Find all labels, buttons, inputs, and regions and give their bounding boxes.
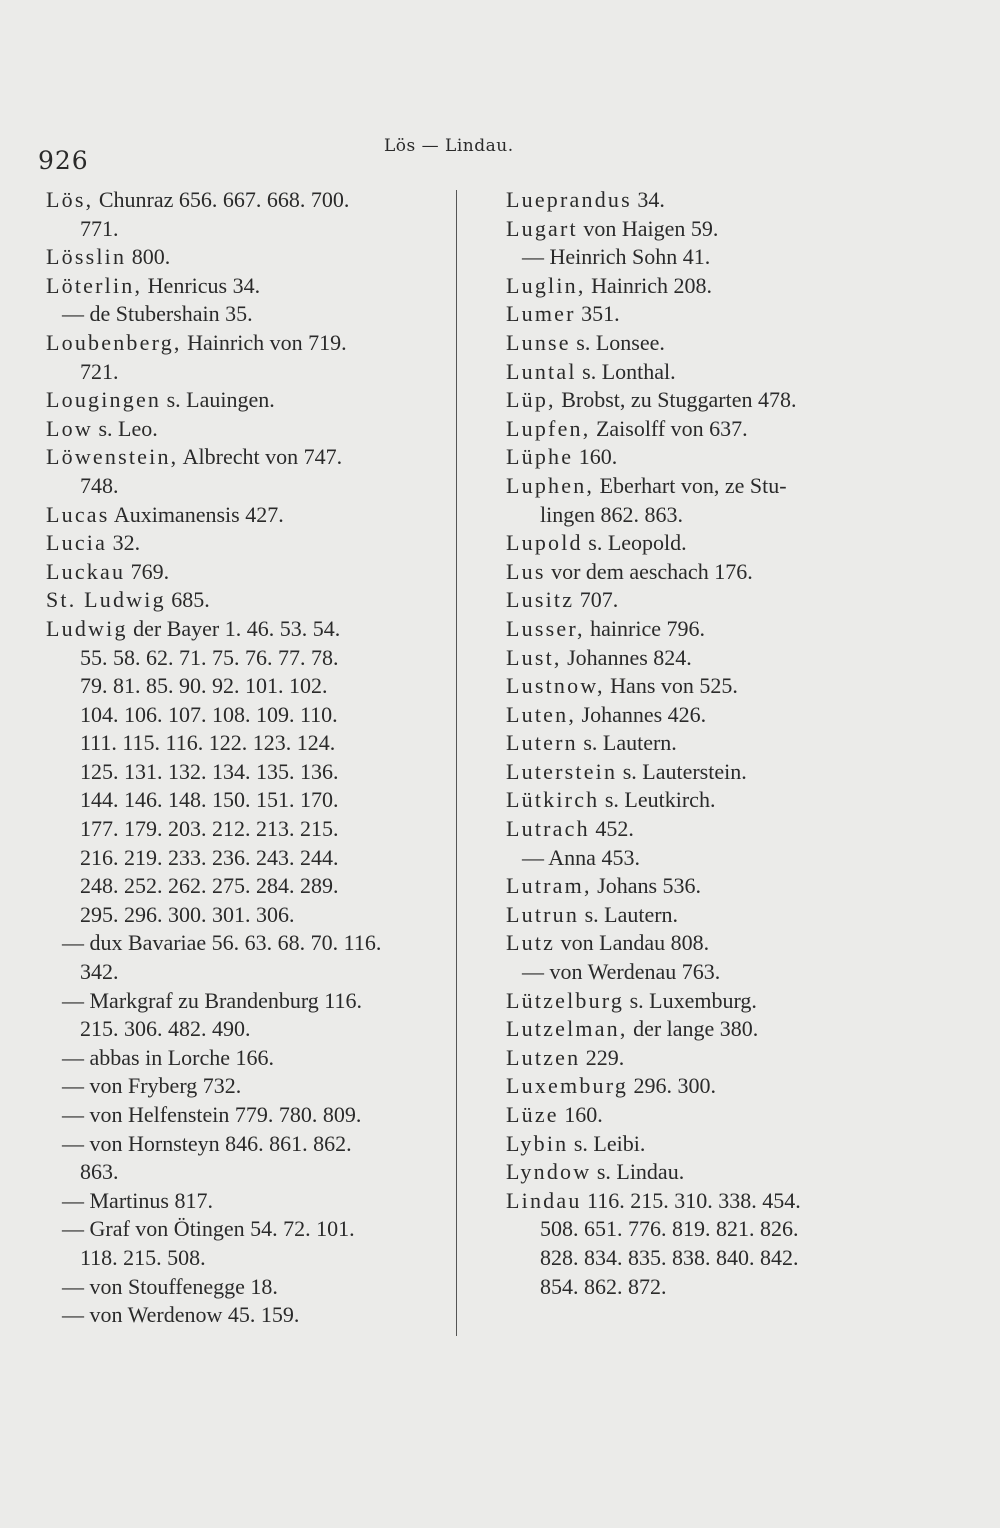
entry-headword: Lutzen	[506, 1044, 581, 1070]
index-entry	[506, 615, 906, 644]
entry-headword: Loubenberg,	[46, 329, 182, 355]
index-entry	[506, 1158, 906, 1187]
entry-headword: Lybin	[506, 1130, 569, 1156]
index-entry	[506, 1015, 906, 1044]
entry-headword: Lus	[506, 558, 546, 584]
entry-continuation: 342.	[80, 959, 119, 985]
index-entry	[46, 415, 446, 444]
entry-references: s. Leo.	[92, 415, 158, 441]
index-entry	[506, 415, 906, 444]
entry-references: Johannes 824.	[561, 644, 692, 670]
index-column-right	[506, 186, 906, 1301]
index-entry	[46, 186, 446, 215]
entry-references: 116. 215. 310. 338. 454.	[581, 1187, 801, 1213]
index-entry	[506, 758, 906, 787]
entry-headword: Lützelburg	[506, 987, 625, 1013]
entry-references: s. Luxemburg.	[624, 987, 757, 1013]
entry-continuation: 216. 219. 233. 236. 243. 244.	[80, 844, 339, 870]
entry-continuation: lingen 862. 863.	[540, 501, 683, 527]
entry-references: 769.	[125, 558, 170, 584]
index-entry	[46, 529, 446, 558]
entry-headword: Lütkirch	[506, 787, 600, 813]
entry-continuation: 215. 306. 482. 490.	[80, 1016, 251, 1042]
entry-references: Johannes 426.	[576, 701, 707, 727]
entry-headword: Lutern	[506, 730, 578, 756]
entry-references: der lange 380.	[627, 1016, 759, 1042]
index-entry	[506, 1072, 906, 1101]
entry-references: 707.	[574, 587, 619, 613]
index-column-left	[46, 186, 446, 1330]
index-entry	[506, 1044, 906, 1073]
index-entry	[506, 672, 906, 701]
index-entry	[506, 929, 906, 958]
entry-headword: St. Ludwig	[46, 587, 166, 613]
index-entry	[506, 815, 906, 844]
entry-references: s. Leutkirch.	[599, 787, 716, 813]
entry-headword: Luphen,	[506, 472, 595, 498]
index-entry	[506, 1101, 906, 1130]
entry-headword: Lutz	[506, 930, 556, 956]
entry-headword: Ludwig	[46, 615, 128, 641]
entry-continuation: 721.	[80, 358, 119, 384]
index-entry	[506, 386, 906, 415]
entry-references: 229.	[580, 1044, 625, 1070]
index-entry	[506, 644, 906, 673]
entry-references: s. Lindau.	[591, 1159, 685, 1185]
entry-headword: Low	[46, 415, 93, 441]
entry-headword: Lyndow	[506, 1159, 592, 1185]
entry-continuation: 508. 651. 776. 819. 821. 826.	[540, 1216, 799, 1242]
entry-headword: Lutrun	[506, 901, 580, 927]
entry-headword: Lüphe	[506, 444, 574, 470]
entry-headword: Lindau	[506, 1187, 582, 1213]
index-entry	[46, 329, 446, 358]
entry-headword: Lutzelman,	[506, 1016, 628, 1042]
entry-references: 351.	[575, 301, 620, 327]
index-subentry: — von Helfenstein 779. 780. 809.	[62, 1102, 362, 1127]
entry-headword: Luglin,	[506, 272, 586, 298]
index-entry	[46, 586, 446, 615]
index-subentry: — Graf von Ötingen 54. 72. 101.	[62, 1216, 355, 1242]
index-entry	[506, 215, 906, 244]
entry-headword: Lucia	[46, 530, 108, 556]
index-subentry: — abbas in Lorche 166.	[62, 1044, 274, 1070]
entry-headword: Lougingen	[46, 387, 162, 413]
index-entry	[506, 987, 906, 1016]
entry-references: s. Lauingen.	[161, 387, 275, 413]
entry-references: 160.	[558, 1102, 603, 1127]
index-entry	[506, 443, 906, 472]
entry-references: Henricus 34.	[142, 272, 261, 298]
index-entry	[506, 300, 906, 329]
entry-references: vor dem aeschach 176.	[545, 558, 753, 584]
index-entry	[506, 872, 906, 901]
entry-headword: Lust,	[506, 644, 562, 670]
entry-references: Zaisolff von 637.	[590, 415, 748, 441]
entry-headword: Lusser,	[506, 615, 585, 641]
entry-references: 685.	[165, 587, 210, 613]
entry-references: Johans 536.	[591, 873, 702, 899]
running-head: Lös — Lindau.	[384, 136, 514, 156]
entry-continuation: 104. 106. 107. 108. 109. 110.	[80, 701, 338, 727]
entry-headword: Lupfen,	[506, 415, 591, 441]
index-entry	[506, 1130, 906, 1159]
index-subentry: — von Fryberg 732.	[62, 1073, 242, 1099]
index-entry	[506, 186, 906, 215]
entry-headword: Lucas	[46, 501, 110, 527]
entry-headword: Lös,	[46, 187, 94, 212]
entry-headword: Luckau	[46, 558, 126, 584]
entry-continuation: 144. 146. 148. 150. 151. 170.	[80, 787, 339, 813]
entry-references: Brobst, zu Stuggarten 478.	[555, 387, 797, 413]
index-entry	[46, 386, 446, 415]
index-entry	[46, 615, 446, 644]
index-entry	[506, 729, 906, 758]
index-entry	[506, 529, 906, 558]
entry-references: der Bayer 1. 46. 53. 54.	[127, 615, 341, 641]
entry-continuation: 295. 296. 300. 301. 306.	[80, 901, 295, 927]
entry-headword: Lunse	[506, 329, 571, 355]
entry-headword: Lutrach	[506, 816, 590, 842]
entry-continuation: 111. 115. 116. 122. 123. 124.	[80, 730, 336, 756]
entry-references: 34.	[631, 187, 665, 212]
entry-references: s. Lauterstein.	[617, 758, 747, 784]
index-entry	[506, 272, 906, 301]
entry-references: von Landau 808.	[555, 930, 710, 956]
entry-headword: Löwenstein,	[46, 444, 179, 470]
entry-headword: Luxemburg	[506, 1073, 629, 1099]
entry-references: von Haigen 59.	[577, 215, 719, 241]
entry-headword: Lüze	[506, 1102, 559, 1127]
index-entry	[46, 443, 446, 472]
entry-references: s. Lautern.	[577, 730, 677, 756]
entry-references: Chunraz 656. 667. 668. 700.	[93, 187, 350, 212]
entry-continuation: 79. 81. 85. 90. 92. 101. 102.	[80, 673, 328, 699]
entry-references: Hainrich 208.	[585, 272, 713, 298]
index-entry	[506, 701, 906, 730]
index-subentry: — dux Bavariae 56. 63. 68. 70. 116.	[62, 930, 382, 956]
entry-references: 800.	[126, 244, 171, 270]
entry-headword: Luntal	[506, 358, 577, 384]
index-entry	[506, 786, 906, 815]
index-subentry: — von Stouffenegge 18.	[62, 1273, 278, 1299]
entry-continuation: 748.	[80, 472, 119, 498]
entry-continuation: 55. 58. 62. 71. 75. 76. 77. 78.	[80, 644, 339, 670]
index-entry	[506, 358, 906, 387]
index-entry	[506, 586, 906, 615]
index-entry	[506, 901, 906, 930]
index-subentry: — von Werdenau 763.	[522, 959, 721, 985]
entry-continuation: 863.	[80, 1159, 119, 1185]
entry-references: Albrecht von 747.	[178, 444, 343, 470]
entry-references: 296. 300.	[628, 1073, 717, 1099]
entry-headword: Lueprandus	[506, 187, 632, 212]
entry-references: Hainrich von 719.	[181, 329, 347, 355]
entry-references: 452.	[589, 816, 634, 842]
index-subentry: — de Stubershain 35.	[62, 301, 253, 327]
entry-headword: Lumer	[506, 301, 576, 327]
index-subentry: — von Werdenow 45. 159.	[62, 1302, 300, 1328]
index-subentry: — von Hornsteyn 846. 861. 862.	[62, 1130, 352, 1156]
entry-headword: Lüp,	[506, 387, 556, 413]
entry-references: Eberhart von, ze Stu-	[594, 472, 787, 498]
index-entry	[506, 472, 906, 501]
entry-headword: Lösslin	[46, 244, 127, 270]
index-subentry: — Heinrich Sohn 41.	[522, 244, 711, 270]
entry-headword: Lusitz	[506, 587, 575, 613]
index-entry	[46, 243, 446, 272]
entry-headword: Lutram,	[506, 873, 592, 899]
entry-references: s. Lonthal.	[576, 358, 676, 384]
page-number: 926	[38, 146, 89, 175]
entry-continuation: 854. 862. 872.	[540, 1273, 667, 1299]
entry-references: 160.	[573, 444, 618, 470]
entry-references: Hans von 525.	[604, 673, 738, 699]
entry-references: s. Lonsee.	[570, 329, 665, 355]
index-subentry: — Anna 453.	[522, 844, 640, 870]
entry-headword: Lugart	[506, 215, 578, 241]
index-entry	[46, 272, 446, 301]
index-subentry: — Martinus 817.	[62, 1187, 213, 1213]
index-entry	[506, 558, 906, 587]
entry-headword: Lupold	[506, 530, 583, 556]
entry-continuation: 828. 834. 835. 838. 840. 842.	[540, 1244, 799, 1270]
index-entry	[506, 1187, 906, 1216]
entry-headword: Lustnow,	[506, 673, 605, 699]
entry-references: 32.	[107, 530, 141, 556]
entry-references: s. Lautern.	[579, 901, 679, 927]
entry-headword: Luterstein	[506, 758, 618, 784]
entry-continuation: 771.	[80, 215, 119, 241]
entry-references: hainrice 796.	[584, 615, 706, 641]
entry-continuation: 118. 215. 508.	[80, 1244, 206, 1270]
index-entry	[46, 558, 446, 587]
index-entry	[46, 501, 446, 530]
entry-continuation: 125. 131. 132. 134. 135. 136.	[80, 758, 339, 784]
entry-continuation: 177. 179. 203. 212. 213. 215.	[80, 816, 339, 842]
column-divider	[456, 190, 457, 1336]
index-entry	[506, 329, 906, 358]
entry-headword: Luten,	[506, 701, 577, 727]
index-subentry: — Markgraf zu Brandenburg 116.	[62, 987, 362, 1013]
entry-headword: Löterlin,	[46, 272, 143, 298]
entry-references: Auximanensis 427.	[109, 501, 284, 527]
entry-references: s. Leibi.	[568, 1130, 646, 1156]
entry-continuation: 248. 252. 262. 275. 284. 289.	[80, 873, 339, 899]
entry-references: s. Leopold.	[582, 530, 687, 556]
